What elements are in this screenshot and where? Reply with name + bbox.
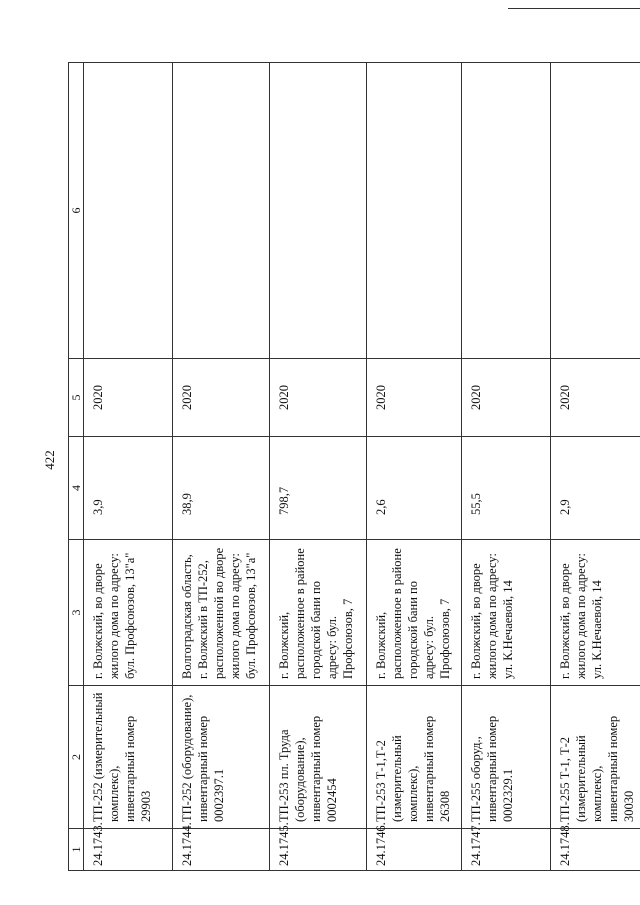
object-name: ТП-252 (измерительный комплекс), инвентарный номер 29903 (84, 686, 173, 829)
row-number: 24.1747. (462, 829, 551, 871)
header-col-2: 2 (69, 686, 84, 829)
object-name: ТП-255 Т-1, Т-2 (измерительный комплекс), инвентарный номер 30030 (551, 686, 640, 829)
table-row (551, 63, 640, 871)
object-value: 3,9 (84, 437, 173, 540)
object-address: г. Волжский, во дворе жилого дома по адресу: бул. Профсоюзов, 13"а" (84, 540, 173, 686)
object-value: 2,9 (551, 437, 640, 540)
object-year: 2020 (270, 359, 367, 437)
object-year: 2020 (462, 359, 551, 437)
object-extra (367, 63, 462, 359)
object-value: 798,7 (270, 437, 367, 540)
object-year: 2020 (551, 359, 640, 437)
object-address: г. Волжский, расположенное в районе городской бани по адресу: бул. Профсоюзов, 7 (367, 540, 462, 686)
object-extra (462, 63, 551, 359)
object-extra (551, 63, 640, 359)
header-col-4: 4 (69, 437, 84, 540)
object-extra (173, 63, 270, 359)
table-row (367, 63, 462, 871)
object-extra (270, 63, 367, 359)
header-col-5: 5 (69, 359, 84, 437)
object-name: ТП-255 оборуд., инвентарный номер 0002329.1 (462, 686, 551, 829)
object-address: г. Волжский, расположенное в районе городской бани по адресу: бул. Профсоюзов, 7 (270, 540, 367, 686)
header-col-3: 3 (69, 540, 84, 686)
table-row (270, 63, 367, 871)
top-rule (508, 8, 640, 9)
table-row (462, 63, 551, 871)
header-col-1: 1 (69, 829, 84, 871)
registry-table (68, 62, 640, 871)
header-col-6: 6 (69, 63, 84, 359)
row-number: 24.1745. (270, 829, 367, 871)
object-address: г. Волжский, во дворе жилого дома по адресу: ул. К.Нечаевой, 14 (462, 540, 551, 686)
object-extra (84, 63, 173, 359)
object-year: 2020 (173, 359, 270, 437)
object-name: ТП-253 пл. Труда (оборудование), инвентарный номер 0002454 (270, 686, 367, 829)
row-number: 24.1743. (84, 829, 173, 871)
object-year: 2020 (84, 359, 173, 437)
object-value: 55,5 (462, 437, 551, 540)
document-table-sheet (68, 63, 636, 871)
row-number: 24.1744. (173, 829, 270, 871)
object-address: г. Волжский, во дворе жилого дома по адресу: ул. К.Нечаевой, 14 (551, 540, 640, 686)
page-number: 422 (42, 450, 57, 470)
object-name: ТП-253 Т-1,Т-2 (измерительный комплекс), инвентарный номер 26308 (367, 686, 462, 829)
row-number: 24.1748. (551, 829, 640, 871)
table-row (173, 63, 270, 871)
object-name: ТП-252 (оборудование), инвентарный номер 0002397.1 (173, 686, 270, 829)
header-row (69, 63, 84, 871)
object-year: 2020 (367, 359, 462, 437)
row-number: 24.1746. (367, 829, 462, 871)
object-value: 2,6 (367, 437, 462, 540)
object-address: Волгоградская область, г. Волжский в ТП-252, расположенной во дворе жилого дома по адресу: бул. Профсоюзов, 13"а" (173, 540, 270, 686)
table-row (84, 63, 173, 871)
object-value: 38,9 (173, 437, 270, 540)
